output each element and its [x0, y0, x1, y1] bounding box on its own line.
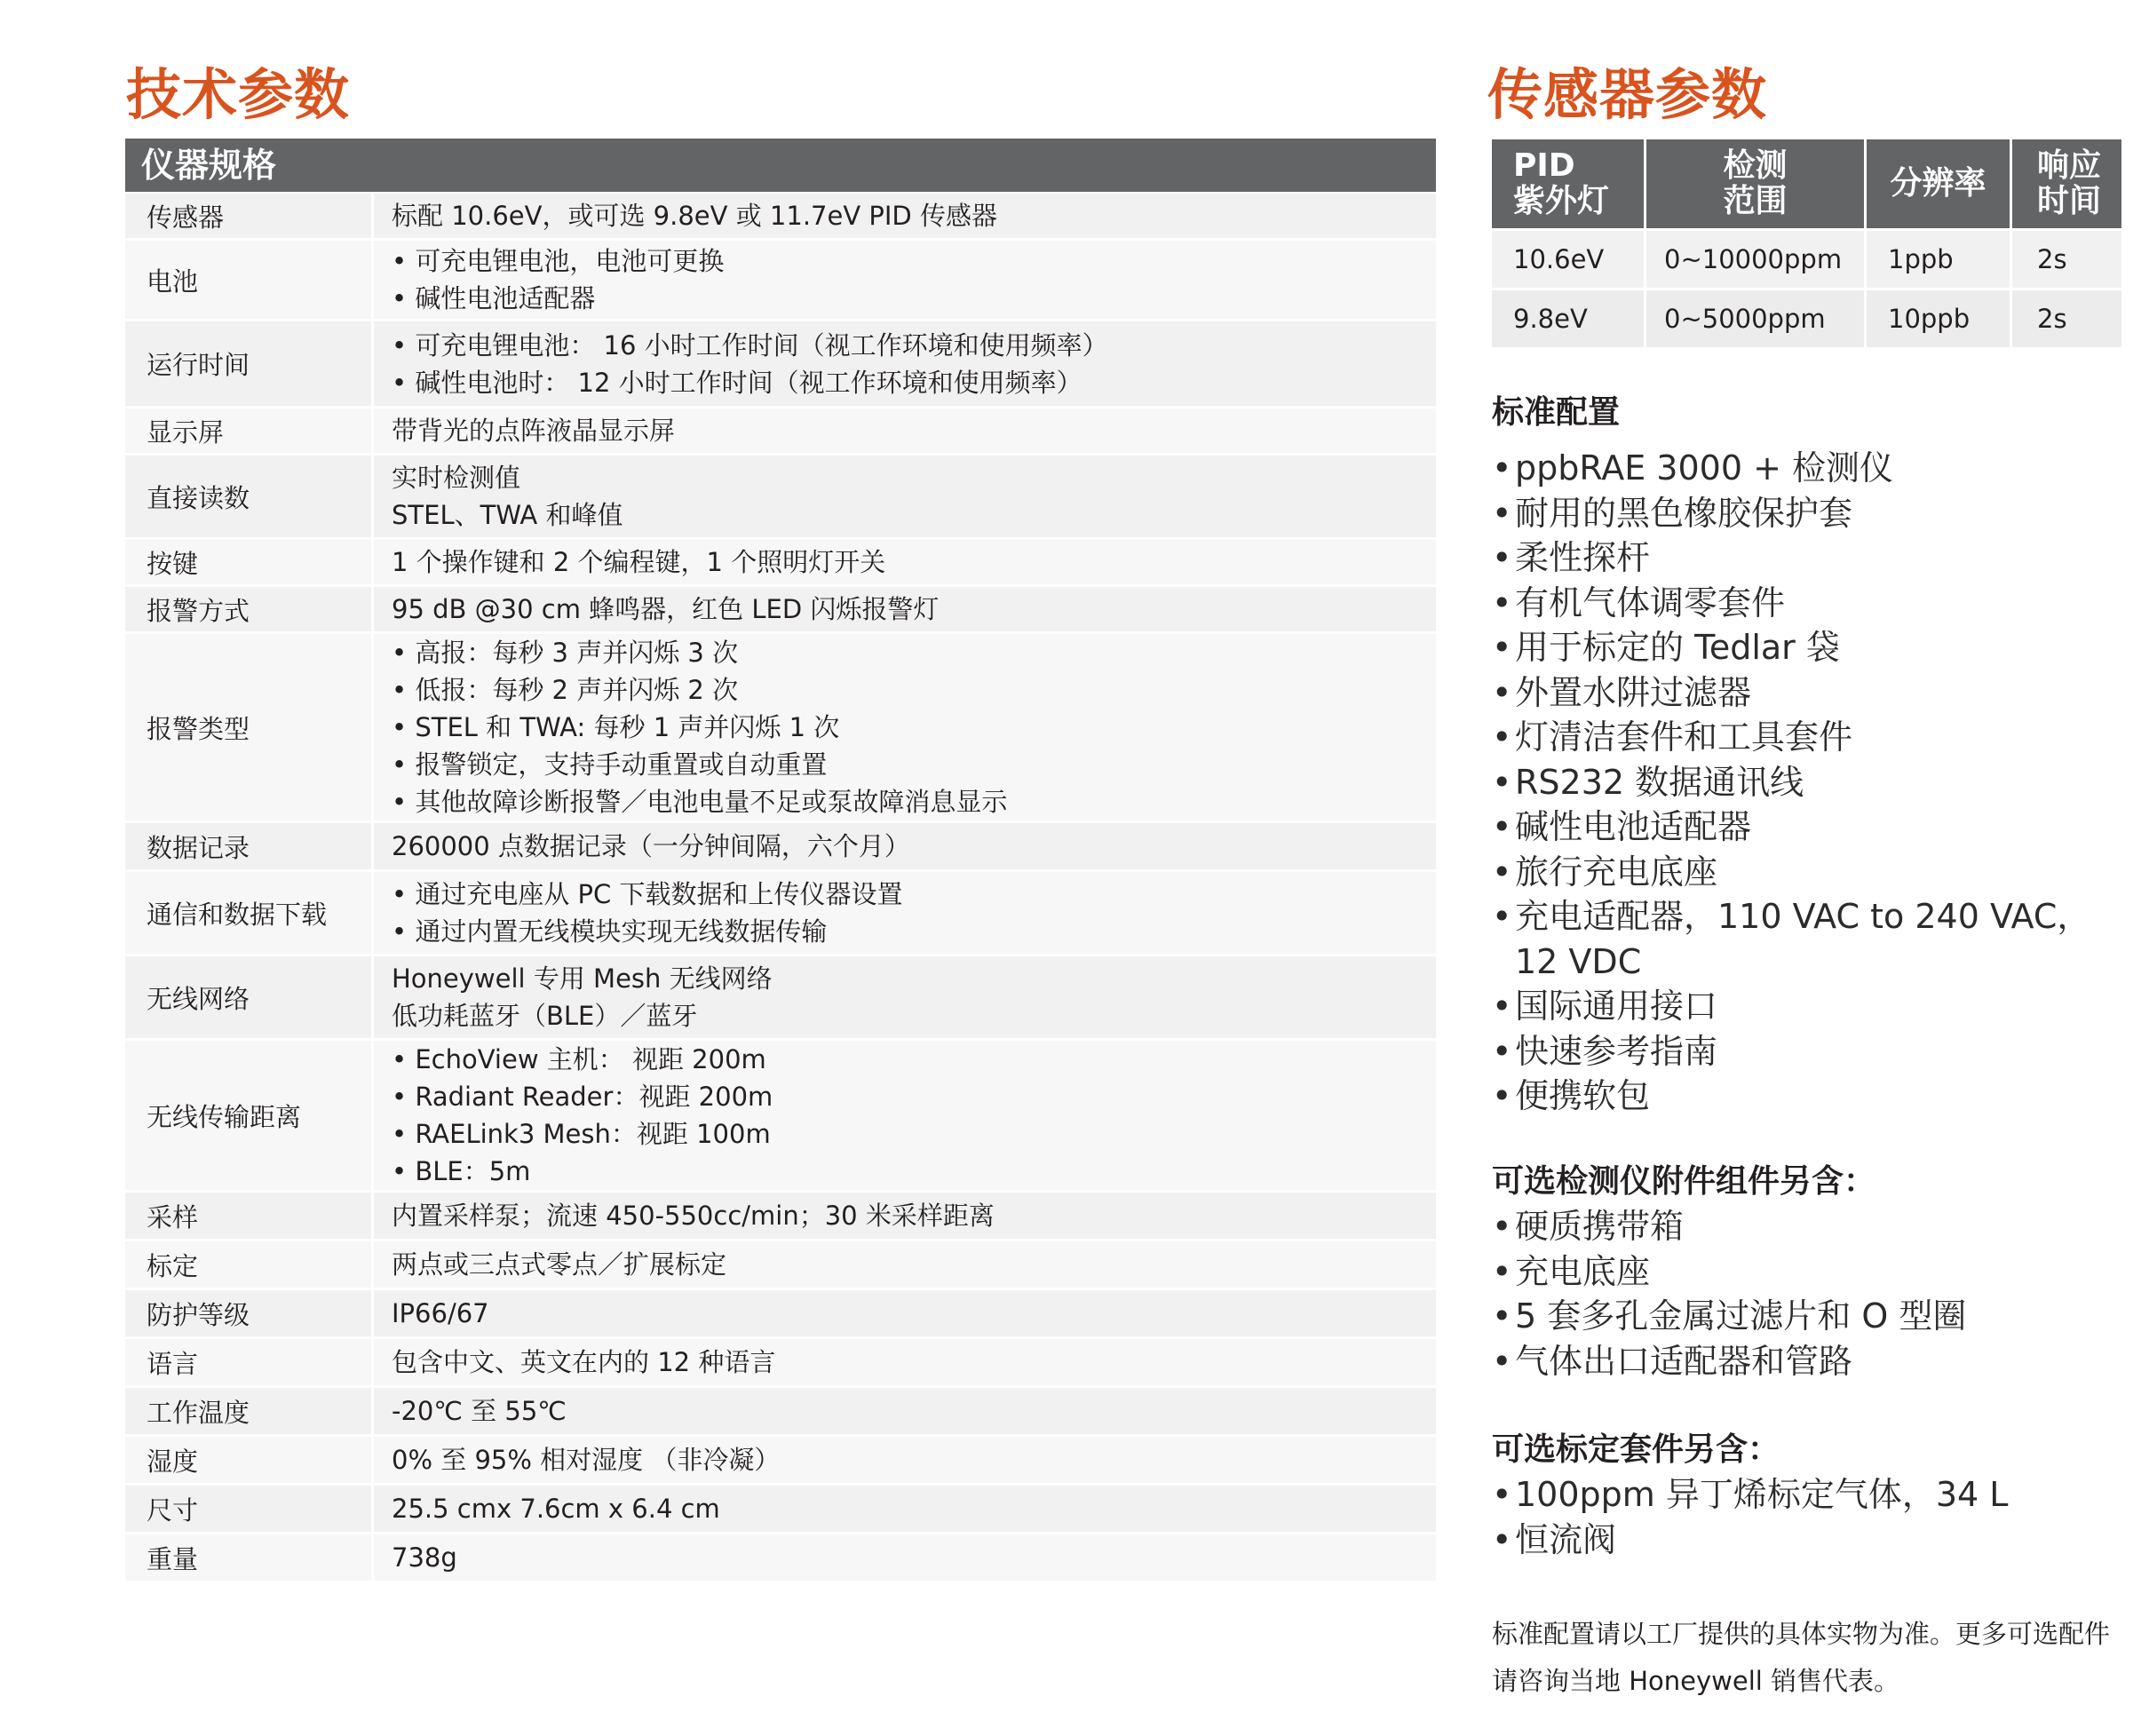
list-item: • ppbRAE 3000 + 检测仪 — [1492, 446, 2131, 491]
spec-row-label: 防护等级 — [125, 1290, 374, 1336]
optional-calibration-list — [1492, 1472, 2131, 1562]
sensor-header-text: 范围 — [1723, 183, 1788, 219]
spec-row — [125, 540, 1436, 587]
spec-value-line: 标配 10.6eV，或可选 9.8eV 或 11.7eV PID 传感器 — [392, 201, 997, 231]
spec-row-label: 数据记录 — [125, 823, 374, 869]
spec-row-value — [374, 587, 1436, 631]
spec-row-label: 报警方式 — [125, 587, 374, 631]
spec-value-line: • 高报：每秒 3 声并闪烁 3 次 — [392, 638, 739, 668]
spec-value-line: 内置采样泵；流速 450-550cc/min；30 米采样距离 — [392, 1201, 995, 1231]
sensor-header-cell — [1492, 139, 1646, 228]
spec-value-line: • Radiant Reader：视距 200m — [392, 1082, 773, 1112]
spec-row-label: 语言 — [125, 1339, 374, 1385]
sensor-header-text: 检测 — [1723, 147, 1788, 184]
list-item: • 旅行充电底座 — [1492, 850, 2131, 895]
spec-row-value — [374, 1486, 1436, 1532]
spec-row-label: 传感器 — [125, 194, 374, 238]
sensor-header-text: PID — [1513, 147, 1575, 184]
list-item: • 耐用的黑色橡胶保护套 — [1492, 491, 2131, 536]
sensor-row — [1492, 288, 2124, 347]
spec-value-line: 包含中文、英文在内的 12 种语言 — [392, 1347, 776, 1377]
spec-value-line: • 通过充电座从 PC 下载数据和上传仪器设置 — [392, 879, 903, 909]
section-title-sensor-params: 传感器参数 — [1487, 62, 1768, 127]
spec-row — [125, 241, 1436, 321]
spec-row — [125, 1193, 1436, 1241]
spec-value-line: • 可充电锂电池，电池可更换 — [392, 246, 725, 276]
spec-row — [125, 872, 1436, 956]
spec-row-value — [374, 194, 1436, 238]
sensor-cell: 9.8eV — [1492, 290, 1646, 347]
sensor-cell: 2s — [2012, 290, 2124, 347]
spec-row-value — [374, 823, 1436, 869]
optional-calibration-heading: 可选标定套件另含： — [1492, 1431, 1780, 1468]
spec-value-line: • 低报：每秒 2 声并闪烁 2 次 — [392, 675, 739, 705]
spec-row-value — [374, 1193, 1436, 1239]
standard-config-list — [1492, 446, 2131, 1119]
spec-value-line: STEL、TWA 和峰值 — [392, 500, 623, 530]
spec-value-line: 0% 至 95% 相对湿度 （非冷凝） — [392, 1445, 781, 1475]
spec-value-line: 低功耗蓝牙（BLE）／蓝牙 — [392, 1001, 698, 1031]
spec-value-line: IP66/67 — [392, 1298, 489, 1328]
sensor-cell: 0~10000ppm — [1646, 231, 1867, 288]
list-item: • 硬质携带箱 — [1492, 1204, 2131, 1249]
spec-row — [125, 1388, 1436, 1437]
spec-row-value — [374, 872, 1436, 954]
optional-accessories-section — [1492, 1160, 2131, 1383]
optional-calibration-section — [1492, 1428, 2131, 1562]
list-item: • 快速参考指南 — [1492, 1029, 2131, 1074]
spec-row-value — [374, 1534, 1436, 1581]
spec-value-line: 260000 点数据记录（一分钟间隔，六个月） — [392, 831, 910, 861]
spec-row — [125, 1339, 1436, 1388]
list-item: • 便携软包 — [1492, 1074, 2131, 1119]
optional-accessories-list — [1492, 1204, 2131, 1383]
spec-row-label: 采样 — [125, 1193, 374, 1239]
spec-row-value — [374, 540, 1436, 584]
spec-row-value — [374, 1241, 1436, 1288]
instrument-spec-table — [125, 139, 1436, 1583]
spec-value-line: 带背光的点阵液晶显示屏 — [392, 416, 676, 446]
spec-value-line: 738g — [392, 1542, 457, 1573]
list-item: • 5 套多孔金属过滤片和 O 型圈 — [1492, 1294, 2131, 1339]
spec-row-label: 按键 — [125, 540, 374, 584]
spec-value-line: • RAELink3 Mesh：视距 100m — [392, 1119, 771, 1149]
spec-row-label: 电池 — [125, 241, 374, 319]
spec-row-label: 报警类型 — [125, 634, 374, 820]
sensor-header-text: 紫外灯 — [1513, 183, 1610, 219]
sensor-param-table — [1492, 139, 2124, 347]
spec-row — [125, 321, 1436, 408]
list-item: • 外置水阱过滤器 — [1492, 670, 2131, 716]
spec-value-line: -20℃ 至 55℃ — [392, 1396, 567, 1426]
sensor-row — [1492, 228, 2124, 288]
spec-value-line: • BLE：5m — [392, 1156, 531, 1186]
spec-row — [125, 634, 1436, 823]
spec-row-label: 重量 — [125, 1534, 374, 1581]
spec-row-value — [374, 956, 1436, 1038]
spec-row-value — [374, 456, 1436, 537]
sensor-header-text: 时间 — [2037, 183, 2102, 219]
spec-row — [125, 1437, 1436, 1486]
spec-row — [125, 1041, 1436, 1193]
spec-row-value — [374, 408, 1436, 453]
spec-row-label: 尺寸 — [125, 1486, 374, 1532]
spec-row — [125, 1534, 1436, 1583]
spec-row-label: 无线网络 — [125, 956, 374, 1038]
footnote: 标准配置请以工厂提供的具体实物为准。更多可选配件请咨询当地 Honeywell 销售代表。 — [1492, 1619, 2111, 1696]
spec-value-line: • EchoView 主机： 视距 200m — [392, 1044, 766, 1074]
spec-value-line: 1 个操作键和 2 个编程键，1 个照明灯开关 — [392, 547, 886, 577]
spec-row-value — [374, 1339, 1436, 1385]
section-title-tech-params: 技术参数 — [126, 62, 351, 127]
list-item: • 100ppm 异丁烯标定气体，34 L — [1492, 1472, 2131, 1518]
spec-value-line: • STEL 和 TWA: 每秒 1 声并闪烁 1 次 — [392, 712, 840, 742]
list-item: • 有机气体调零套件 — [1492, 581, 2131, 626]
list-item: • 碱性电池适配器 — [1492, 805, 2131, 850]
spec-row-label: 工作温度 — [125, 1388, 374, 1434]
list-item: • RS232 数据通讯线 — [1492, 760, 2131, 805]
standard-config-section — [1492, 391, 2131, 1119]
sensor-table-body — [1492, 228, 2124, 347]
list-item: • 柔性探杆 — [1492, 535, 2131, 581]
spec-value-line: 95 dB @30 cm 蜂鸣器，红色 LED 闪烁报警灯 — [392, 594, 940, 624]
sensor-cell: 1ppb — [1867, 231, 2012, 288]
sensor-header-text: 分辨率 — [1890, 165, 1986, 202]
list-item: • 用于标定的 Tedlar 袋 — [1492, 625, 2131, 670]
spec-value-line: • 报警锁定，支持手动重置或自动重置 — [392, 749, 828, 780]
list-item: • 充电适配器，110 VAC to 240 VAC，12 VDC — [1492, 894, 2131, 984]
spec-row-label: 湿度 — [125, 1437, 374, 1483]
spec-table-body — [125, 194, 1436, 1583]
sensor-cell: 0~5000ppm — [1646, 290, 1867, 347]
spec-row — [125, 587, 1436, 634]
spec-row — [125, 408, 1436, 456]
list-item: • 充电底座 — [1492, 1249, 2131, 1295]
spec-row — [125, 1290, 1436, 1339]
list-item: • 国际通用接口 — [1492, 984, 2131, 1029]
spec-value-line: 两点或三点式零点／扩展标定 — [392, 1249, 727, 1280]
standard-config-heading: 标准配置 — [1492, 394, 1621, 431]
spec-row — [125, 956, 1436, 1041]
spec-row-value — [374, 321, 1436, 406]
spec-value-line: • 碱性电池时： 12 小时工作时间（视工作环境和使用频率） — [392, 367, 1082, 398]
sensor-cell: 10ppb — [1867, 290, 2012, 347]
spec-row-value — [374, 634, 1436, 820]
spec-row — [125, 1486, 1436, 1534]
optional-accessories-heading: 可选检测仪附件组件另含： — [1492, 1163, 1876, 1200]
sensor-header-cell — [2012, 139, 2124, 228]
spec-row — [125, 823, 1436, 872]
sensor-header-cell — [1867, 139, 2012, 228]
spec-value-line: • 碱性电池适配器 — [392, 283, 596, 313]
sensor-cell: 2s — [2012, 231, 2124, 288]
spec-value-line: • 可充电锂电池： 16 小时工作时间（视工作环境和使用频率） — [392, 329, 1108, 361]
spec-row-label: 显示屏 — [125, 408, 374, 453]
spec-row-value — [374, 1290, 1436, 1336]
list-item: • 恒流阀 — [1492, 1518, 2131, 1563]
spec-row — [125, 1241, 1436, 1290]
spec-table-header: 仪器规格 — [125, 139, 1436, 194]
sensor-header-cell — [1646, 139, 1867, 228]
list-item: • 灯清洁套件和工具套件 — [1492, 715, 2131, 760]
sensor-table-header — [1492, 139, 2124, 228]
sensor-cell: 10.6eV — [1492, 231, 1646, 288]
spec-value-line: 实时检测值 — [392, 463, 521, 493]
spec-row — [125, 194, 1436, 241]
list-item: • 气体出口适配器和管路 — [1492, 1339, 2131, 1384]
spec-row-label: 通信和数据下载 — [125, 872, 374, 954]
spec-value-line: 25.5 cmx 7.6cm x 6.4 cm — [392, 1494, 720, 1524]
spec-row-label: 运行时间 — [125, 321, 374, 406]
spec-value-line: • 其他故障诊断报警／电池电量不足或泵故障消息显示 — [392, 787, 1008, 817]
spec-row-value — [374, 241, 1436, 319]
spec-row-label: 标定 — [125, 1241, 374, 1288]
sensor-header-text: 响应 — [2037, 147, 2102, 184]
spec-row-value — [374, 1041, 1436, 1190]
spec-row — [125, 456, 1436, 540]
spec-value-line: • 通过内置无线模块实现无线数据传输 — [392, 916, 828, 947]
spec-row-value — [374, 1437, 1436, 1483]
spec-row-label: 无线传输距离 — [125, 1041, 374, 1190]
spec-row-label: 直接读数 — [125, 456, 374, 537]
spec-row-value — [374, 1388, 1436, 1434]
spec-value-line: Honeywell 专用 Mesh 无线网络 — [392, 963, 773, 994]
